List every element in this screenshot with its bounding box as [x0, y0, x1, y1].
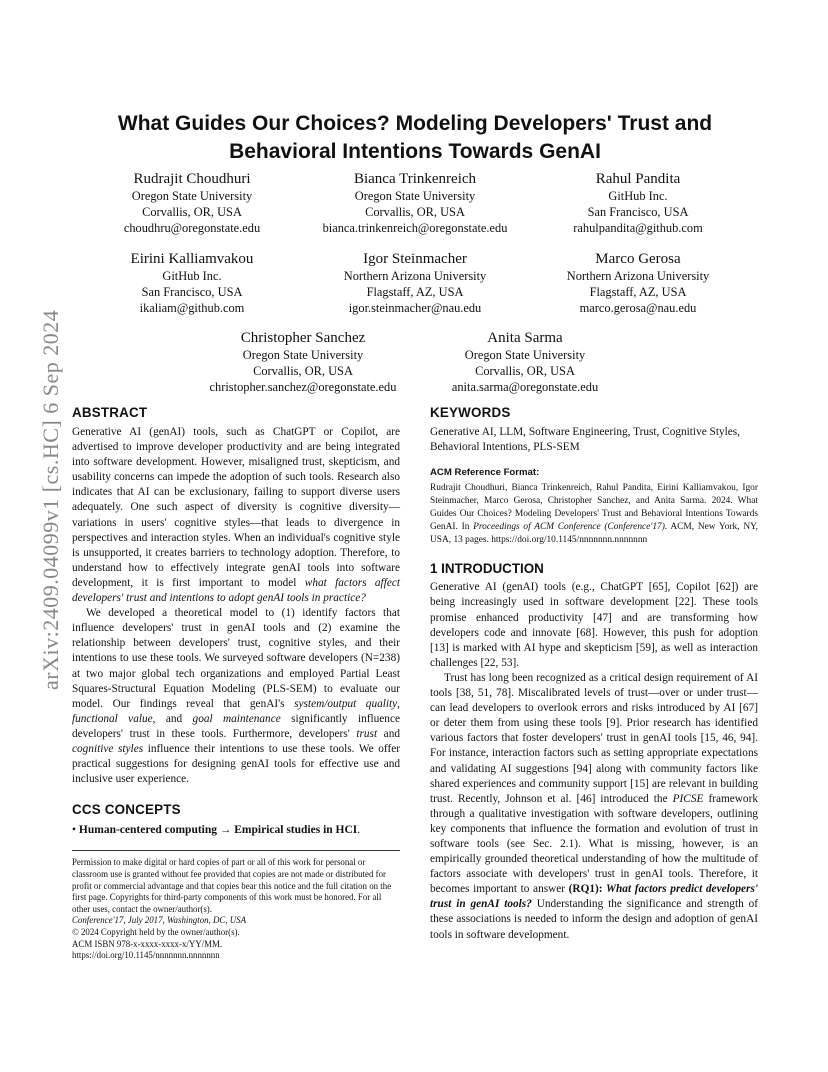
arxiv-sidebar: [18, 290, 68, 710]
author-card: [518, 170, 758, 237]
author-email[interactable]: marco.gerosa@nau.edu: [579, 301, 697, 316]
author-name: Rudrajit Choudhuri: [133, 171, 251, 187]
author-affiliation: GitHub Inc.: [162, 269, 222, 283]
author-location: Flagstaff, AZ, USA: [366, 285, 464, 300]
arxiv-identifier[interactable]: arXiv:2409.04099v1 [cs.HC] 6 Sep 2024: [38, 309, 63, 690]
author-email[interactable]: christopher.sanchez@oregonstate.edu: [209, 380, 397, 395]
author-email[interactable]: anita.sarma@oregonstate.edu: [451, 380, 599, 395]
keywords-text: Generative AI, LLM, Software Engineering, Trust, Cognitive Styles, Behavioral Intentions, PLS-SEM: [430, 426, 740, 454]
author-affiliation: Oregon State University: [464, 348, 586, 362]
ccs-concept: • Human-centered computing → Empirical studies in HCI.: [72, 824, 361, 837]
abstract-paragraph-2: We developed a theoretical model to (1) identify factors that influence developers' trust in genAI tools and (2) examine the relationship between developers' trust, cognitive styles, and their intentions to use these tools. We surveyed software developers (N=238) at two major global tech organizations and employed Partial Least Squares-Structural Equation Modeling (PLS-SEM) to evaluate our model. Our findings reveal that genAI's system/output quality, functional value, and goal maintenance significantly influence developers' trust in these tools. Furthermore, developers' trust and cognitive styles influence their intentions to use these tools. We offer practical suggestions for designing genAI tools for effective use and inclusive user experience.: [72, 607, 400, 786]
left-column: [72, 404, 400, 962]
author-email[interactable]: ikaliam@github.com: [139, 301, 245, 316]
author-card: [72, 250, 312, 317]
author-card: [295, 170, 535, 237]
author-affiliation: GitHub Inc.: [608, 189, 668, 203]
author-affiliation: Northern Arizona University: [566, 269, 710, 283]
permission-notice: Permission to make digital or hard copies of part or all of this work for personal or classroom use is granted without fee provided that copies are not made or distributed for profit or commercial advantage and that copies bear this notice and the full citation on the first page. Copyrights for third-party components of this work must be honored. For all other uses, contact the owner/author(s). Conference'17, July 2017, Washington, DC, USA © 2024 Copyright held by the owner/author(s). ACM ISBN 978-x-xxxx-xxxx-x/YY/MM. https://doi.org/10.1145/nnnnnnn.nnnnnnn: [72, 857, 400, 961]
author-name: Rahul Pandita: [595, 171, 681, 187]
author-name: Bianca Trinkenreich: [353, 171, 477, 187]
author-affiliation: Oregon State University: [131, 189, 253, 203]
acm-reference-heading: ACM Reference Format:: [430, 467, 540, 479]
intro-paragraph-1: Generative AI (genAI) tools (e.g., ChatGPT [65], Copilot [62]) are being increasingly used in software development [22]. These tools promise enhanced productivity [47] and are transforming how developers code and innovate [68]. However, this push for adoption [13] is marked with AI hype and skepticism [59], as well as interaction challenges [22, 53].: [430, 581, 758, 669]
author-email[interactable]: choudhru@oregonstate.edu: [123, 221, 261, 236]
author-location: Corvallis, OR, USA: [365, 205, 465, 220]
author-name: Anita Sarma: [487, 330, 563, 346]
acm-reference-text: Rudrajit Choudhuri, Bianca Trinkenreich, Rahul Pandita, Eirini Kalliamvakou, Igor Steinmacher, Marco Gerosa, Christopher Sanchez, and Anita Sarma. 2024. What Guides Our Choices? Modeling Developers' Trust and Behavioral Intentions Towards GenAI. In Proceedings of ACM Conference (Conference'17). ACM, New York, NY, USA, 13 pages. https://doi.org/10.1145/nnnnnnn.nnnnnnn: [430, 483, 758, 546]
author-email[interactable]: rahulpandita@github.com: [573, 221, 703, 236]
author-card: [295, 250, 535, 317]
author-card: [183, 329, 423, 396]
author-location: Corvallis, OR, USA: [475, 364, 575, 379]
author-card: [405, 329, 645, 396]
author-location: Flagstaff, AZ, USA: [589, 285, 687, 300]
introduction-heading: 1 INTRODUCTION: [430, 561, 544, 577]
ccs-heading: CCS CONCEPTS: [72, 802, 181, 818]
author-email[interactable]: bianca.trinkenreich@oregonstate.edu: [322, 221, 508, 236]
author-location: San Francisco, USA: [587, 205, 689, 220]
author-affiliation: Northern Arizona University: [343, 269, 487, 283]
author-name: Igor Steinmacher: [363, 251, 467, 267]
paper-title: What Guides Our Choices? Modeling Developers' Trust and Behavioral Intentions Towards GenAI: [117, 112, 713, 163]
author-card: [72, 170, 312, 237]
author-email[interactable]: igor.steinmacher@nau.edu: [348, 301, 482, 316]
author-name: Eirini Kalliamvakou: [130, 251, 254, 267]
author-name: Marco Gerosa: [595, 251, 681, 267]
author-name: Christopher Sanchez: [240, 330, 366, 346]
footnote-divider: [72, 850, 400, 851]
author-card: [518, 250, 758, 317]
author-affiliation: Oregon State University: [242, 348, 364, 362]
abstract-heading: ABSTRACT: [72, 405, 148, 420]
keywords-heading: KEYWORDS: [430, 405, 511, 420]
author-location: Corvallis, OR, USA: [253, 364, 353, 379]
intro-paragraph-2: Trust has long been recognized as a critical design requirement of AI tools [38, 51, 78]. Miscalibrated levels of trust—over or under trust—can lead developers to overlook errors and risks introduced by AI [67] or deter them from using these tools [9]. Prior research has identified various factors that foster developers' trust in genAI tools [15, 46, 94]. For instance, interaction factors such as setting appropriate expectations and validating AI suggestions [94] along with community factors like shared experiences and community support [15] are relevant in building trust. Recently, Johnson et al. [46] introduced the PICSE framework through a qualitative investigation with software developers, outlining key components that influence the formation and evolution of trust in software tools (see Sec. 2.1). What is missing, however, is an empirically grounded theoretical understanding of how the multitude of factors associate with developers' trust in genAI tools. Therefore, it becomes important to answer (RQ1): What factors predict developers' trust in genAI tools? Understanding the significance and strength of these associations is needed to inform the design and adoption of genAI tools in software development.: [430, 671, 758, 941]
author-location: Corvallis, OR, USA: [142, 205, 242, 220]
right-column: [430, 404, 758, 943]
abstract-paragraph-1: Generative AI (genAI) tools, such as ChatGPT or Copilot, are advertised to improve developer productivity and are being integrated into software development. However, misaligned trust, skepticism, and usability concerns can impede the adoption of such tools. Research also indicates that AI can be exclusionary, failing to support diverse users adequately. One such aspect of diversity is cognitive diversity—variations in users' cognitive styles—that leads to divergence in perspectives and interaction styles. When an individual's cognitive style is unsupported, it creates barriers to technology adoption. Therefore, to understand how to effectively integrate genAI tools into software development, it is first important to model what factors affect developers' trust and intentions to adopt genAI tools in practice?: [72, 426, 401, 605]
author-affiliation: Oregon State University: [354, 189, 476, 203]
doi-link[interactable]: https://doi.org/10.1145/nnnnnnn.nnnnnnn: [72, 950, 220, 961]
author-location: San Francisco, USA: [141, 285, 243, 300]
